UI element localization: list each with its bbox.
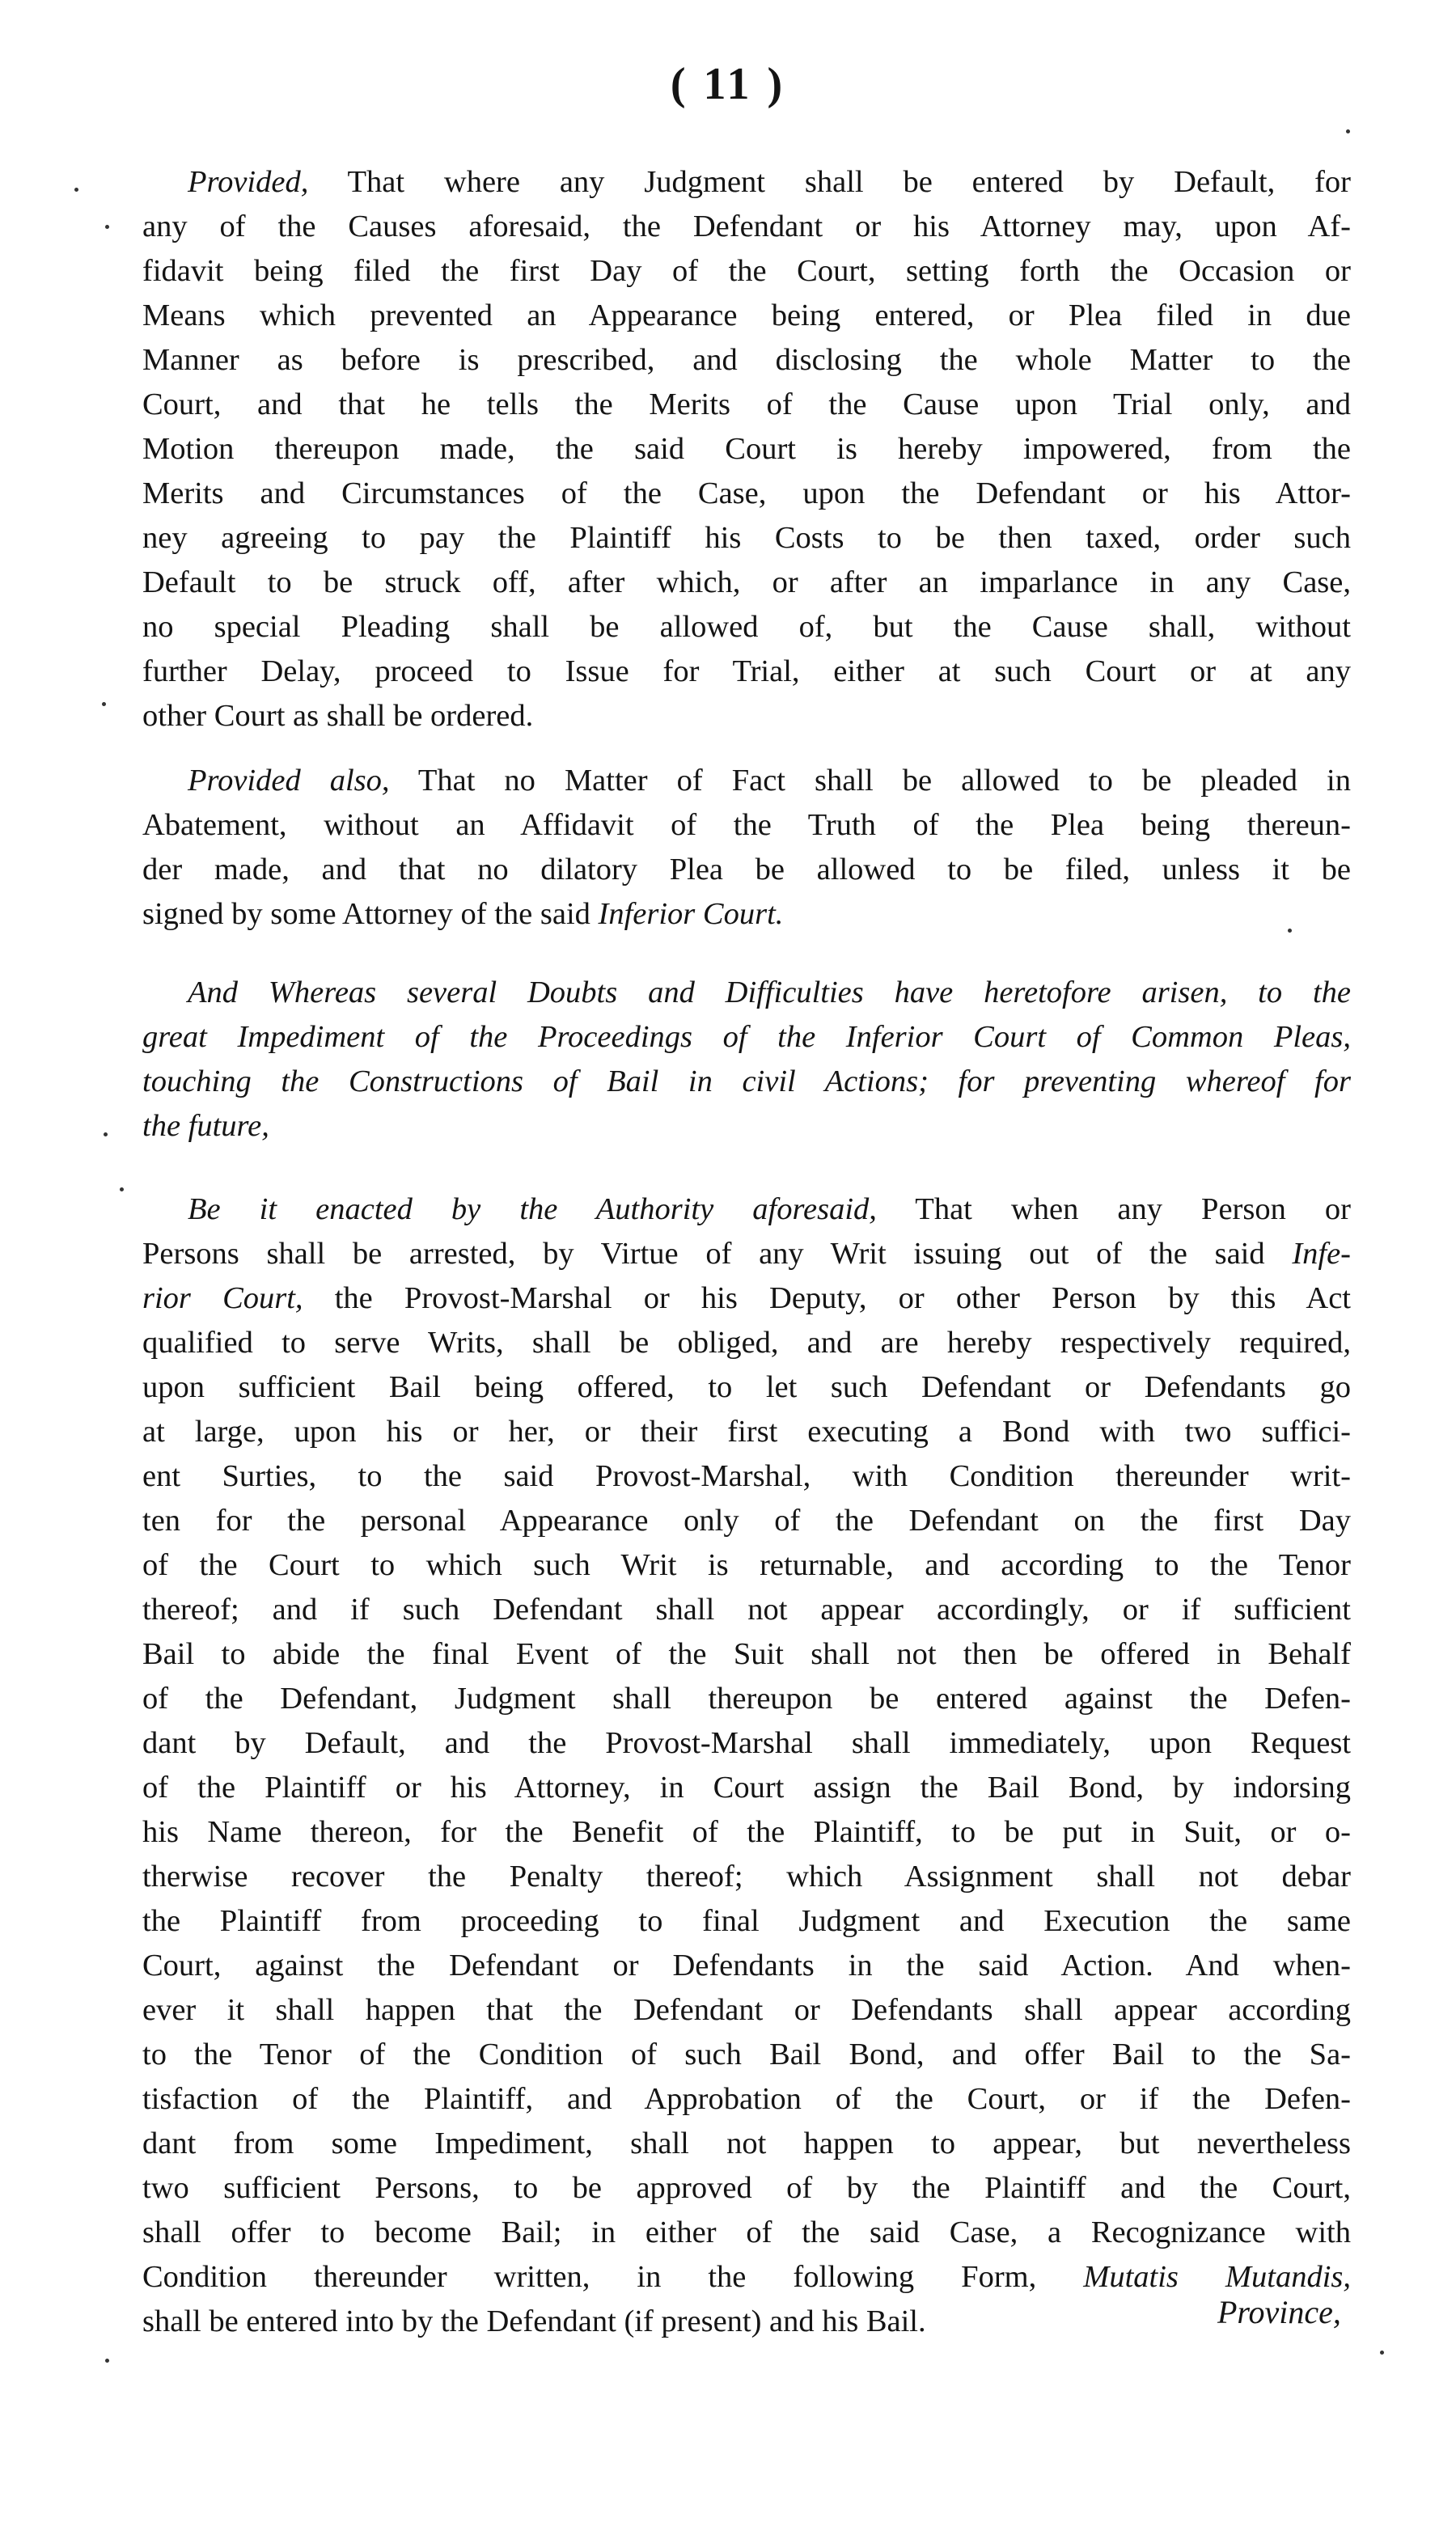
text-line-content: That no Matter of Fact shall be allowed to be pleaded in bbox=[417, 764, 1351, 798]
text-line: ever it shall happen that the Defendant or Defendants shall appear according bbox=[142, 1993, 1351, 2027]
text-line: ney agreeing to pay the Plaintiff his Costs to be then taxed, order such bbox=[142, 521, 1351, 555]
text-line: the future, bbox=[142, 1109, 269, 1143]
text-line: dant by Default, and the Provost-Marshal shall immediately, upon Request bbox=[142, 1726, 1351, 1760]
text-line: of the Plaintiff or his Attorney, in Court assign the Bail Bond, by indorsing bbox=[142, 1771, 1351, 1805]
paragraph-enacted bbox=[142, 1187, 1351, 2344]
text-line-content: Persons shall be arrested, by Virtue of any Writ issuing out of the said bbox=[142, 1237, 1265, 1271]
scan-speck bbox=[105, 2359, 109, 2363]
text-line bbox=[142, 892, 1351, 937]
catchword: Province, bbox=[1217, 2294, 1341, 2330]
text-line: two sufficient Persons, to be approved of by the Plaintiff and the Court, bbox=[142, 2171, 1351, 2205]
text-line: thereof; and if such Defendant shall not appear accordingly, or if sufficient bbox=[142, 1593, 1351, 1627]
text-line: ten for the personal Appearance only of the Defendant on the first Day bbox=[142, 1504, 1351, 1538]
text-line: Court, and that he tells the Merits of the Cause upon Trial only, and bbox=[142, 387, 1351, 421]
scan-speck bbox=[1380, 2351, 1384, 2355]
text-line: the Plaintiff from proceeding to final Judgment and Execution the same bbox=[142, 1904, 1351, 1938]
court-name: Infe- bbox=[1292, 1237, 1351, 1271]
text-line: of the Court to which such Writ is returnable, and according to the Tenor bbox=[142, 1548, 1351, 1582]
text-line: further Delay, proceed to Issue for Trial, either at such Court or at any bbox=[142, 654, 1351, 688]
scan-speck bbox=[1288, 929, 1292, 933]
text-line: Merits and Circumstances of the Case, upon the Defendant or his Attor- bbox=[142, 476, 1351, 510]
court-name: Inferior Court. bbox=[598, 897, 784, 931]
text-line: at large, upon his or her, or their first executing a Bond with two suffici- bbox=[142, 1415, 1351, 1449]
text-line: shall be entered into by the Defendant (if present) and his Bail. bbox=[142, 2304, 926, 2338]
text-line: other Court as shall be ordered. bbox=[142, 699, 534, 733]
scan-speck bbox=[104, 1132, 108, 1136]
text-line-content: Condition thereunder written, in the following Form, bbox=[142, 2260, 1037, 2294]
text-line: And Whereas several Doubts and Difficulties have heretofore arisen, to the bbox=[188, 975, 1351, 1009]
text-line: Abatement, without an Affidavit of the Truth of the Plea being thereun- bbox=[142, 808, 1351, 842]
text-line: tisfaction of the Plaintiff, and Approbation of the Court, or if the Defen- bbox=[142, 2082, 1351, 2116]
text-line: Bail to abide the final Event of the Suit shall not then be offered in Behalf bbox=[142, 1637, 1351, 1671]
text-line: no special Pleading shall be allowed of, but the Cause shall, without bbox=[142, 610, 1351, 644]
text-line: Means which prevented an Appearance being entered, or Plea filed in due bbox=[142, 298, 1351, 332]
text-line-content: signed by some Attorney of the said bbox=[142, 897, 590, 931]
text-line bbox=[142, 160, 1351, 205]
text-line: Motion thereupon made, the said Court is hereby impowered, from the bbox=[142, 432, 1351, 466]
scan-speck bbox=[74, 188, 78, 192]
text-line: qualified to serve Writs, shall be obliged, and are hereby respectively required, bbox=[142, 1326, 1351, 1360]
text-line: upon sufficient Bail being offered, to let such Defendant or Defendants go bbox=[142, 1370, 1351, 1404]
text-line: of the Defendant, Judgment shall thereupon be entered against the Defen- bbox=[142, 1682, 1351, 1716]
text-line-content: That where any Judgment shall be entered by Default, for bbox=[347, 165, 1351, 199]
paragraph-provided-also bbox=[142, 759, 1351, 937]
text-line: great Impediment of the Proceedings of the Inferior Court of Common Pleas, bbox=[142, 1020, 1351, 1054]
latin-phrase: Mutatis Mutandis, bbox=[1083, 2260, 1351, 2294]
text-line: any of the Causes aforesaid, the Defendant or his Attorney may, upon Af- bbox=[142, 209, 1351, 243]
paragraph-whereas bbox=[142, 971, 1351, 1149]
text-line: touching the Constructions of Bail in civil Actions; for preventing whereof for bbox=[142, 1064, 1351, 1098]
court-name: rior Court, bbox=[142, 1281, 303, 1315]
text-line: his Name thereon, for the Benefit of the Plaintiff, to be put in Suit, or o- bbox=[142, 1815, 1351, 1849]
text-line-content: the Provost-Marshal or his Deputy, or other Person by this Act bbox=[334, 1281, 1351, 1315]
text-line: therwise recover the Penalty thereof; which Assignment shall not debar bbox=[142, 1860, 1351, 1894]
paragraph-lead: Be it enacted by the Authority aforesaid, bbox=[188, 1192, 877, 1226]
scan-speck bbox=[1346, 129, 1350, 133]
text-line bbox=[142, 1187, 1351, 1232]
text-line bbox=[142, 1232, 1351, 1276]
text-line: to the Tenor of the Condition of such Bail Bond, and offer Bail to the Sa- bbox=[142, 2038, 1351, 2071]
text-line: der made, and that no dilatory Plea be allowed to be filed, unless it be bbox=[142, 853, 1351, 887]
page-number: ( 11 ) bbox=[670, 59, 786, 109]
text-line: Default to be struck off, after which, or after an imparlance in any Case, bbox=[142, 565, 1351, 599]
scan-speck bbox=[102, 702, 106, 706]
text-line: ent Surties, to the said Provost-Marshal, with Condition thereunder writ- bbox=[142, 1459, 1351, 1493]
paragraph-provided-default bbox=[142, 160, 1351, 738]
text-line bbox=[142, 759, 1351, 803]
text-line bbox=[142, 1276, 1351, 1321]
text-line: Court, against the Defendant or Defendants in the said Action. And when- bbox=[142, 1949, 1351, 1983]
text-line-content: That when any Person or bbox=[915, 1192, 1351, 1226]
scan-speck bbox=[105, 225, 109, 229]
paragraph-lead: Provided also, bbox=[188, 764, 390, 798]
scan-speck bbox=[120, 1187, 124, 1191]
text-line: Manner as before is prescribed, and disclosing the whole Matter to the bbox=[142, 343, 1351, 377]
paragraph-lead: Provided, bbox=[188, 165, 309, 199]
text-line: fidavit being filed the first Day of the Court, setting forth the Occasion or bbox=[142, 254, 1351, 288]
text-line: dant from some Impediment, shall not happen to appear, but nevertheless bbox=[142, 2126, 1351, 2160]
text-line: shall offer to become Bail; in either of the said Case, a Recognizance with bbox=[142, 2215, 1351, 2249]
text-line bbox=[142, 2255, 1351, 2300]
